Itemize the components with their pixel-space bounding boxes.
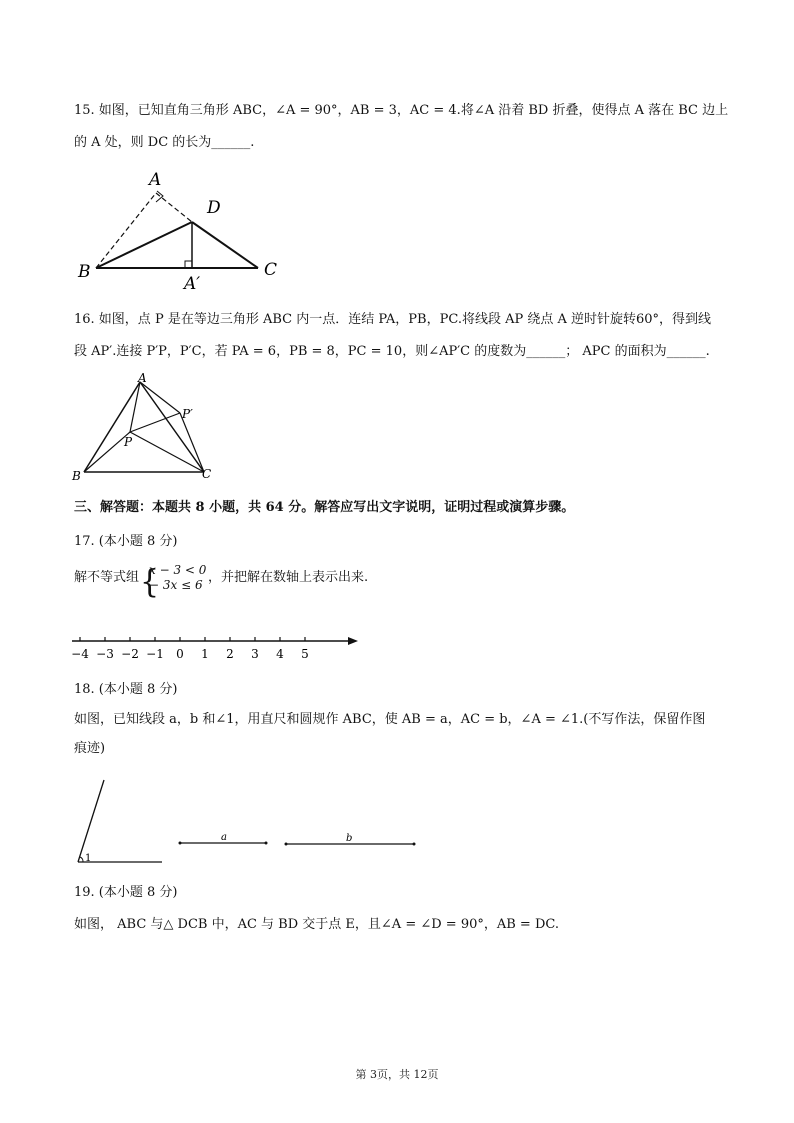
label-c: C xyxy=(202,467,212,481)
angle-label-1: 1 xyxy=(85,853,92,864)
q17-title: 17. (本小题 8 分) xyxy=(74,534,178,549)
label-p-prime: P′ xyxy=(182,407,193,421)
segment-a-start-dot xyxy=(179,842,182,845)
q16-line1: 16. 如图，点 P 是在等边三角形 ABC 内一点．连结 PA，PB，PC.将线段 AP 绕点 A 逆时针旋转60°，得到线 xyxy=(74,312,712,327)
fold-bd xyxy=(96,222,192,268)
tick-label: 1 xyxy=(201,647,209,661)
q17-suffix: ，并把解在数轴上表示出来. xyxy=(208,570,369,585)
segment-a-label: a xyxy=(221,832,227,843)
tick-label: −2 xyxy=(121,647,139,661)
q18-line1: 如图，已知线段 a，b 和∠1，用直尺和圆规作 ABC，使 AB = a，AC = b，∠A = ∠1.(不写作法，保留作图 xyxy=(74,712,706,727)
dashed-ab xyxy=(96,193,156,268)
segment-b-start-dot xyxy=(285,843,288,846)
system-brace: { xyxy=(140,564,160,601)
label-a: A xyxy=(138,371,147,385)
inequality-1: x − 3 < 0 xyxy=(149,563,207,577)
label-a-prime: A′ xyxy=(184,274,201,294)
tick-label: −4 xyxy=(71,647,89,661)
q15-line2: 的 A 处，则 DC 的长为______. xyxy=(74,135,255,150)
segment-a-end-dot xyxy=(265,842,268,845)
segment-b-label: b xyxy=(346,833,353,844)
q19-line1: 如图， ABC 与△ DCB 中，AC 与 BD 交于点 E，且∠A = ∠D = 90°，AB = DC. xyxy=(74,917,559,932)
tick-label: −1 xyxy=(146,647,164,661)
q18-title: 18. (本小题 8 分) xyxy=(74,682,178,697)
label-p: P xyxy=(124,435,133,449)
q18-figure xyxy=(70,772,420,872)
angle-arc xyxy=(80,857,83,862)
label-b: B xyxy=(72,469,81,483)
angle-arm-slanted xyxy=(78,780,104,862)
q16-figure xyxy=(68,370,228,485)
number-line-arrow xyxy=(348,637,358,645)
tick-label: 4 xyxy=(276,647,284,661)
segment-pc xyxy=(130,432,204,472)
q15-line1: 15. 如图，已知直角三角形 ABC，∠A = 90°，AB = 3，AC = 4.将∠A 沿着 BD 折叠，使得点 A 落在 BC 边上 xyxy=(74,103,729,118)
q16-line2: 段 AP′.连接 P′P，P′C，若 PA = 6，PB = 8，PC = 10，则∠AP′C 的度数为______； APC 的面积为______. xyxy=(74,344,710,359)
segment-pp-prime xyxy=(130,413,180,432)
tick-label: 0 xyxy=(176,647,184,661)
right-angle-mark-a-prime xyxy=(185,261,192,268)
page-footer: 第 3页，共 12页 xyxy=(355,1068,439,1081)
number-line xyxy=(68,628,368,662)
tick-label: 3 xyxy=(251,647,259,661)
label-a: A xyxy=(149,170,162,190)
label-b: B xyxy=(78,262,91,282)
q18-line2: 痕迹) xyxy=(74,741,106,756)
inequality-2: − 3x ≤ 6 xyxy=(149,578,203,592)
label-d: D xyxy=(207,198,221,218)
side-ac xyxy=(140,382,204,472)
tick-label: 5 xyxy=(301,647,309,661)
q15-figure xyxy=(74,165,294,295)
label-c: C xyxy=(264,260,278,280)
segment-b-end-dot xyxy=(413,843,416,846)
tick-label: 2 xyxy=(226,647,234,661)
section-heading: 三、解答题：本题共 8 小题，共 64 分。解答应写出文字说明，证明过程或演算步骤。 xyxy=(74,500,575,515)
q19-title: 19. (本小题 8 分) xyxy=(74,885,178,900)
tick-label: −3 xyxy=(96,647,114,661)
segment-ap-prime xyxy=(140,382,180,413)
q17-prefix: 解不等式组 xyxy=(74,570,140,585)
side-dc xyxy=(192,222,258,268)
